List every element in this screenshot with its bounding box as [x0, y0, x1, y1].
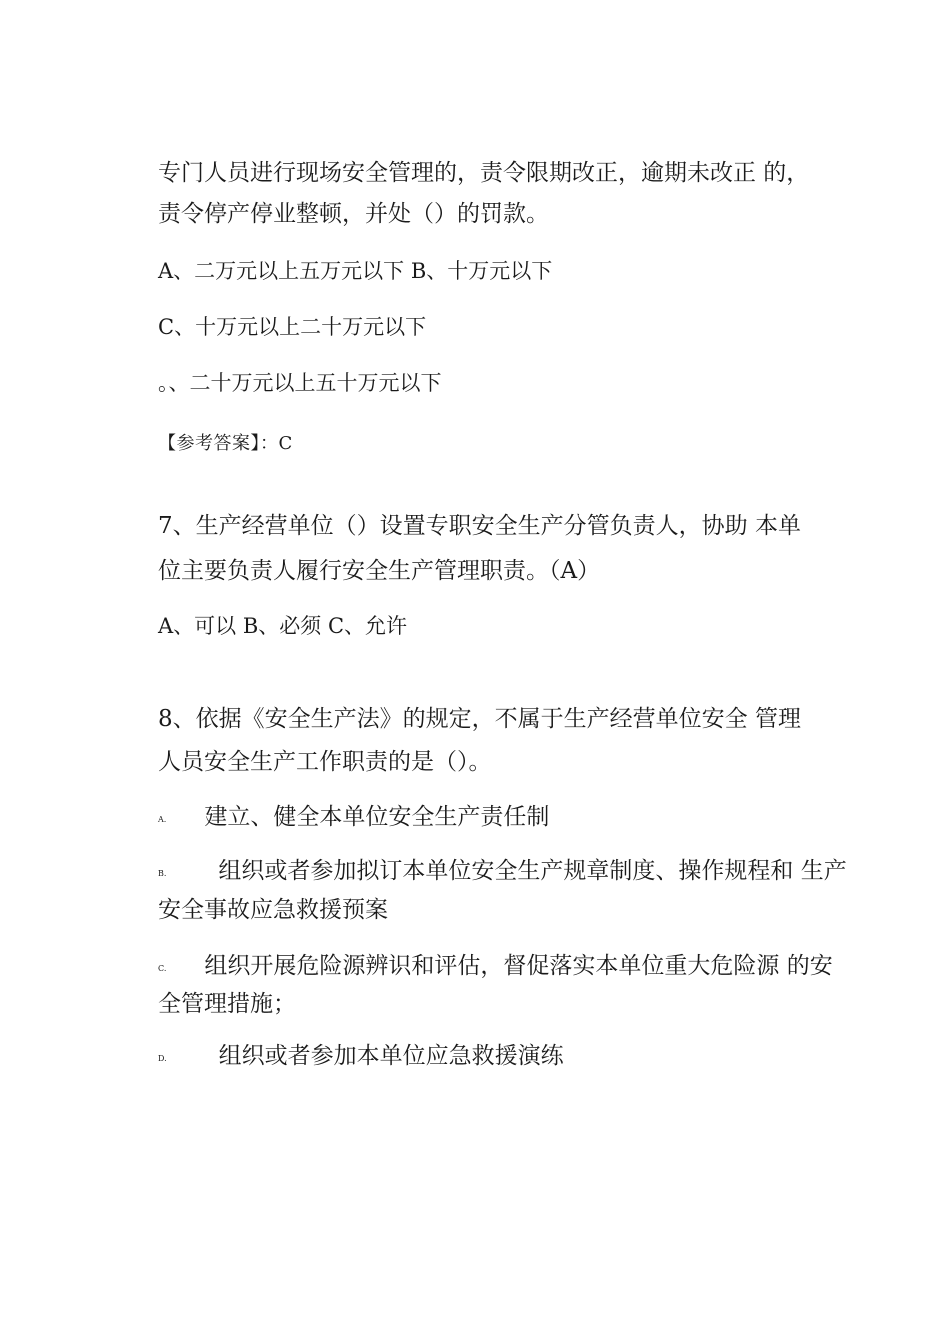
question-6-text-line-1: 专门人员进行现场安全管理的，责令限期改正，逾期未改正 的， [158, 160, 810, 186]
option-b-text-line-1: 组织或者参加拟订本单位安全生产规章制度、操作规程和 生产 [218, 858, 847, 884]
question-7-text-line-1: 7、生产经营单位（）设置专职安全生产分管负责人，协助 本单 [158, 513, 801, 539]
option-a-text: 建立、健全本单位安全生产责任制 [204, 804, 550, 830]
question-8-option-d [158, 1045, 858, 1068]
option-b-marker: B. [158, 869, 167, 878]
option-d-text: 组织或者参加本单位应急救援演练 [218, 1043, 564, 1069]
question-8-option-b-line-1 [158, 860, 858, 883]
question-8-option-a [158, 806, 858, 829]
question-8-text-line-2: 人员安全生产工作职责的是（）。 [158, 749, 492, 775]
option-c-text-line-1: 组织开展危险源辨识和评估，督促落实本单位重大危险源 的安 [204, 953, 833, 979]
question-6-text-line-2: 责令停产停业整顿，并处（）的罚款。 [158, 201, 549, 227]
question-6-option-d: 。、二十万元以上五十万元以下 [158, 371, 442, 395]
option-d-marker: D. [158, 1054, 167, 1063]
question-8-option-c-line-2: 全管理措施； [158, 991, 296, 1017]
question-6-option-c: C、十万元以上二十万元以下 [158, 315, 427, 339]
question-7-options: A、可以 B、必须 C、允许 [158, 614, 408, 638]
question-6-option-a-b: A、二万元以上五万元以下 B、十万元以下 [158, 259, 553, 283]
question-8-option-c-line-1 [158, 955, 858, 978]
question-8-text-line-1: 8、依据《安全生产法》的规定，不属于生产经营单位安全 管理 [158, 706, 801, 732]
question-7-text-line-2: 位主要负责人履行安全生产管理职责。（A） [158, 558, 601, 584]
option-c-marker: C. [158, 964, 167, 973]
question-6-answer: 【参考答案】：C [158, 433, 293, 454]
option-a-marker: A. [158, 815, 167, 824]
question-8-option-b-line-2: 安全事故应急救援预案 [158, 897, 388, 923]
